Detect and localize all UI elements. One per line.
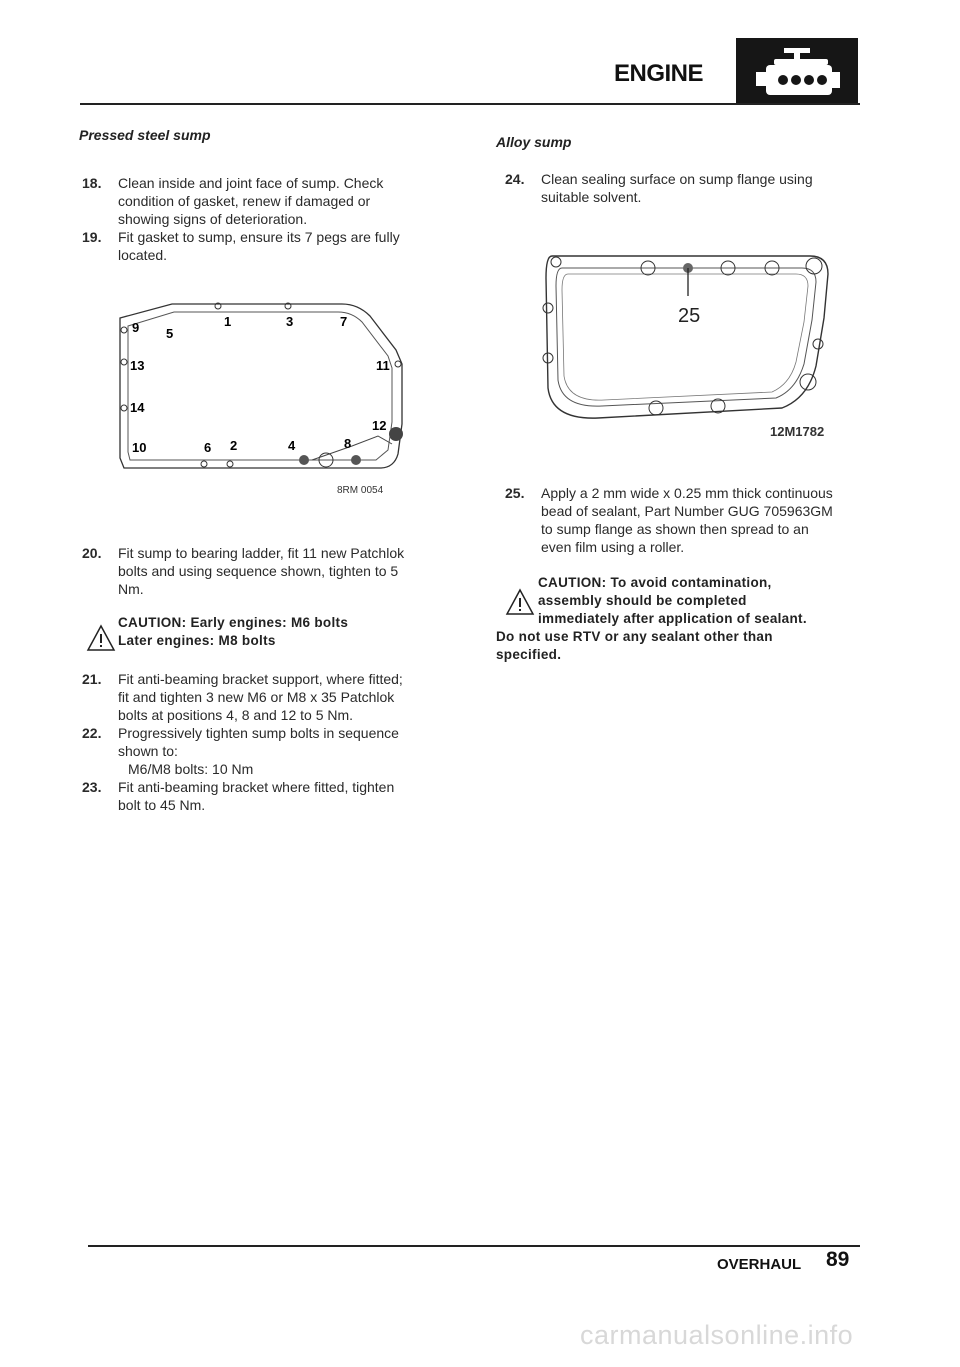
bolt-number: 8 xyxy=(344,436,352,451)
figure-caption: 12M1782 xyxy=(770,424,825,439)
section-title-alloy: Alloy sump xyxy=(496,134,572,150)
warning-icon xyxy=(86,624,116,652)
step-18 xyxy=(82,174,442,227)
page-number: 89 xyxy=(826,1248,850,1271)
bolt-number: 13 xyxy=(130,358,145,373)
alloy-sump-diagram xyxy=(538,248,838,428)
caution-note: CAUTION: To avoid contamination, assembly should be completed immediately after application of sealant. Do not use RTV or any sealant other than specified. xyxy=(496,575,807,662)
step-22 xyxy=(82,724,442,778)
bolt-number: 4 xyxy=(288,438,296,453)
step-text: Clean inside and joint face of sump. Check condition of gasket, renew if damaged or showing signs of deterioration. xyxy=(118,175,384,227)
step-text: Clean sealing surface on sump flange using suitable solvent. xyxy=(541,171,813,205)
caution-note: CAUTION: Early engines: M6 bolts Later engines: M8 bolts xyxy=(118,615,349,648)
page-header-title: ENGINE xyxy=(614,60,704,87)
watermark: carmanualsonline.info xyxy=(580,1320,854,1350)
step-text: Fit anti-beaming bracket support, where fitted; fit and tighten 3 new M6 or M8 x 35 Patchlok bolts at positions 4, 8 and 12 to 5 Nm. xyxy=(118,671,403,723)
footer-rule xyxy=(88,1245,860,1247)
step-19 xyxy=(82,228,442,264)
section-title-pressed-steel: Pressed steel sump xyxy=(79,127,211,143)
bolt-number: 6 xyxy=(204,440,212,455)
bolt-number: 3 xyxy=(286,314,294,329)
bolt-number: 11 xyxy=(376,358,390,373)
bolt-number: 14 xyxy=(130,400,145,415)
step-text: Fit anti-beaming bracket where fitted, tighten bolt to 45 Nm. xyxy=(118,779,395,813)
step-text: Apply a 2 mm wide x 0.25 mm thick continuous bead of sealant, Part Number GUG 705963GM to sump flange as shown then spread to an even film using a roller. xyxy=(541,485,833,555)
callout-label: 25 xyxy=(678,305,701,327)
step-number: 22. xyxy=(82,725,102,741)
step-25 xyxy=(505,484,875,556)
bolt-number: 12 xyxy=(372,418,387,433)
step-number: 23. xyxy=(82,779,102,795)
footer-section-label: OVERHAUL xyxy=(717,1256,802,1273)
step-24 xyxy=(505,170,875,206)
bolt-number: 9 xyxy=(132,320,140,335)
bolt-number: 10 xyxy=(132,440,147,455)
step-number: 21. xyxy=(82,671,102,687)
step-number: 20. xyxy=(82,545,102,561)
step-20 xyxy=(82,544,442,598)
step-23 xyxy=(82,778,442,814)
bolt-number: 1 xyxy=(224,314,232,329)
bolt-number: 7 xyxy=(340,314,348,329)
step-text: Fit gasket to sump, ensure its 7 pegs are fully located. xyxy=(118,229,400,263)
step-number: 25. xyxy=(505,485,525,501)
engine-icon xyxy=(736,38,858,104)
bolt-number: 5 xyxy=(166,326,174,341)
step-number: 18. xyxy=(82,175,102,191)
header-rule xyxy=(80,103,860,105)
step-21 xyxy=(82,670,442,724)
bolt-number: 2 xyxy=(230,438,238,453)
step-text: Progressively tighten sump bolts in sequence shown to: M6/M8 bolts: 10 Nm xyxy=(118,725,399,777)
step-number: 24. xyxy=(505,171,525,187)
step-number: 19. xyxy=(82,229,102,245)
figure-caption: 8RM 0054 xyxy=(337,485,384,496)
pressed-steel-sump-diagram xyxy=(112,296,412,476)
step-text: Fit sump to bearing ladder, fit 11 new Patchlok bolts and using sequence shown, tighten to 5 Nm. xyxy=(118,545,405,597)
